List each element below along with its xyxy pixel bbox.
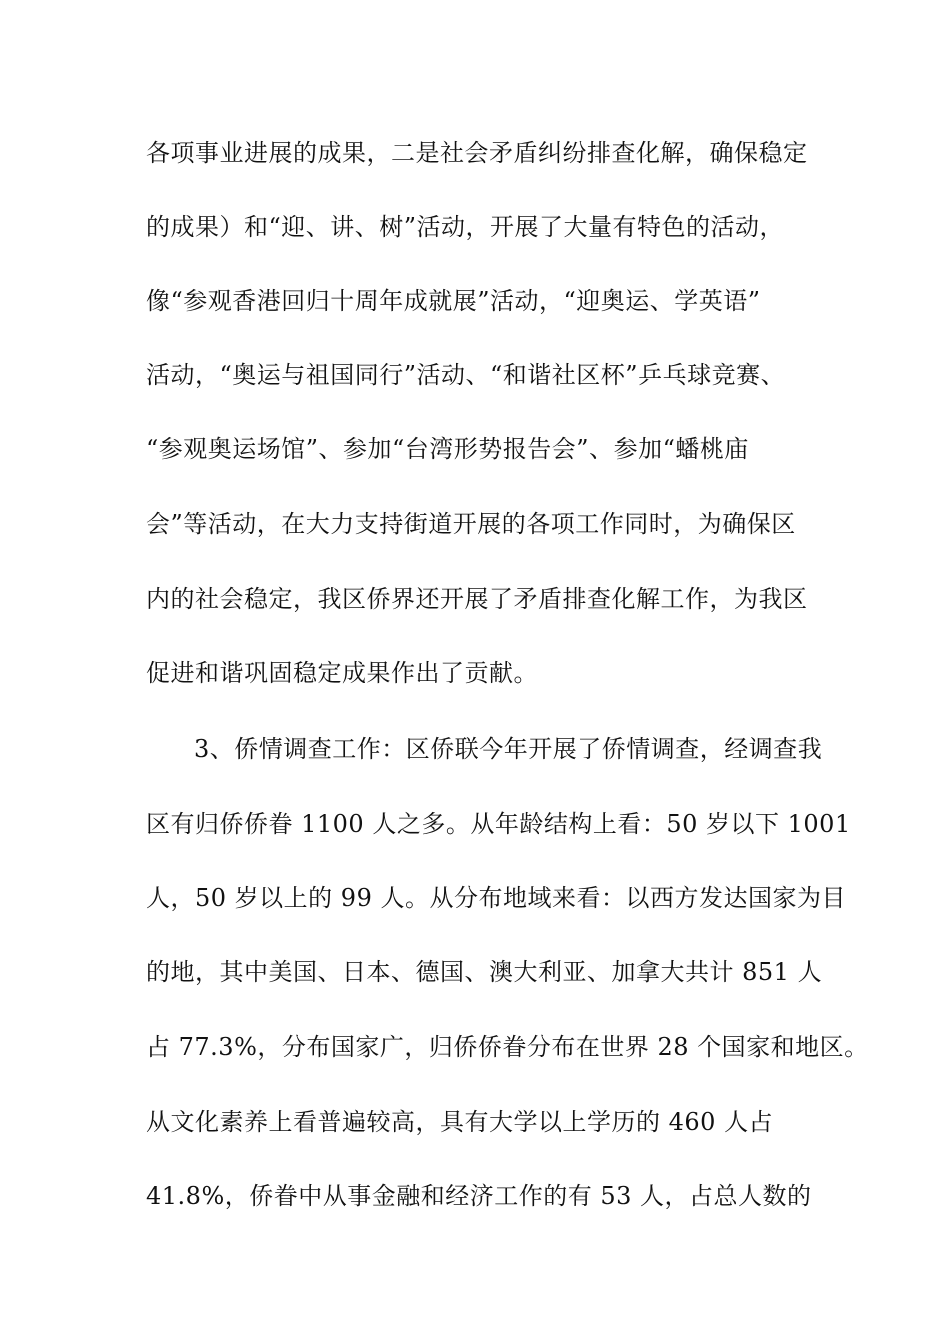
text-line: 占 77.3%，分布国家广，归侨侨眷分布在世界 28 个国家和地区。 — [146, 1033, 869, 1061]
paragraph-first-line: 3、侨情调查工作：区侨联今年开展了侨情调查，经调查我 — [194, 735, 823, 763]
text-line: 像“参观香港回归十周年成就展”活动，“迎奥运、学英语” — [146, 287, 761, 315]
text-line: “参观奥运场馆”、参加“台湾形势报告会”、参加“蟠桃庙 — [146, 435, 749, 463]
text-line: 各项事业进展的成果，二是社会矛盾纠纷排查化解，确保稳定 — [146, 139, 808, 167]
text-line: 活动，“奥运与祖国同行”活动、“和谐社区杯”乒乓球竞赛、 — [146, 361, 786, 389]
text-line: 人，50 岁以上的 99 人。从分布地域来看：以西方发达国家为目 — [146, 884, 846, 912]
text-line: 41.8%，侨眷中从事金融和经济工作的有 53 人，占总人数的 — [146, 1182, 812, 1210]
text-line: 会”等活动，在大力支持街道开展的各项工作同时，为确保区 — [146, 510, 796, 538]
text-line: 的成果）和“迎、讲、树”活动，开展了大量有特色的活动， — [146, 213, 785, 241]
text-line: 区有归侨侨眷 1100 人之多。从年龄结构上看：50 岁以下 1001 — [146, 810, 851, 838]
text-line: 从文化素养上看普遍较高，具有大学以上学历的 460 人占 — [146, 1108, 774, 1136]
text-line: 促进和谐巩固稳定成果作出了贡献。 — [146, 659, 538, 687]
text-line: 的地，其中美国、日本、德国、澳大利亚、加拿大共计 851 人 — [146, 958, 823, 986]
text-line: 内的社会稳定，我区侨界还开展了矛盾排查化解工作，为我区 — [146, 585, 808, 613]
